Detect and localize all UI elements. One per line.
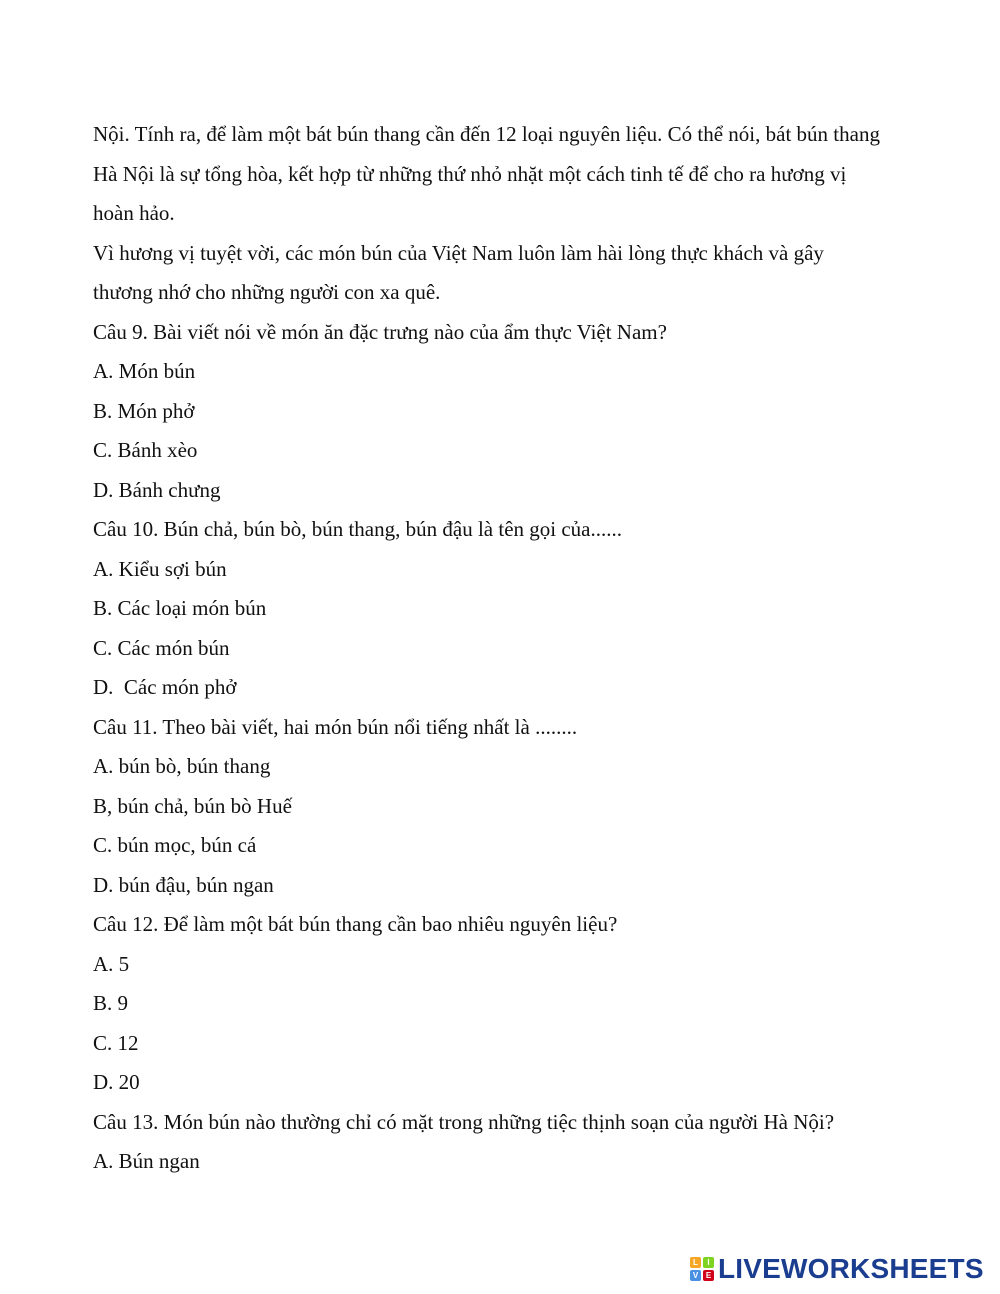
answer-option: A. Kiểu sợi bún	[93, 556, 227, 581]
answer-option: B, bún chả, bún bò Huế	[93, 793, 292, 818]
answer-option: C. Bánh xèo	[93, 438, 198, 462]
logo-tile: L	[690, 1257, 701, 1268]
answer-option: B. Các loại món bún	[93, 596, 267, 620]
liveworksheets-logo-icon	[690, 1257, 714, 1281]
question-9: Câu 9. Bài viết nói về món ăn đặc trưng nào của ẩm thực Việt Nam?	[93, 319, 667, 344]
document-page	[93, 115, 973, 1182]
question-13: Câu 13. Món bún nào thường chỉ có mặt trong những tiệc thịnh soạn của người Hà Nội?	[93, 1109, 835, 1134]
answer-option: C. 12	[93, 1030, 139, 1055]
answer-option: A. Bún ngan	[93, 1149, 200, 1173]
answer-option: D. 20	[93, 1070, 140, 1094]
answer-option: A. bún bò, bún thang	[93, 754, 271, 778]
question-10: Câu 10. Bún chả, bún bò, bún thang, bún đậu là tên gọi của......	[93, 517, 622, 541]
text-line: Hà Nội là sự tổng hòa, kết hợp từ những thứ nhỏ nhặt một cách tinh tế để cho ra hương vị	[93, 161, 847, 186]
answer-option: D. Các món phở	[93, 675, 237, 699]
watermark-text: LIVEWORKSHEETS	[718, 1253, 984, 1284]
logo-tile: V	[690, 1270, 701, 1281]
question-11: Câu 11. Theo bài viết, hai món bún nổi tiếng nhất là ........	[93, 714, 578, 739]
logo-tile: E	[703, 1270, 714, 1281]
text-line: Nội. Tính ra, để làm một bát bún thang cần đến 12 loại nguyên liệu. Có thể nói, bát bún thang	[93, 122, 880, 146]
text-line: Vì hương vị tuyệt vời, các món bún của Việt Nam luôn làm hài lòng thực khách và gây	[93, 240, 824, 265]
answer-option: C. Các món bún	[93, 635, 230, 660]
answer-option: C. bún mọc, bún cá	[93, 833, 257, 857]
answer-option: D. Bánh chưng	[93, 477, 221, 502]
liveworksheets-watermark	[690, 1252, 984, 1286]
answer-option: D. bún đậu, bún ngan	[93, 872, 274, 897]
question-12: Câu 12. Để làm một bát bún thang cần bao nhiêu nguyên liệu?	[93, 912, 618, 936]
text-line: hoàn hảo.	[93, 201, 175, 225]
answer-option: A. Món bún	[93, 359, 196, 383]
answer-option: B. Món phở	[93, 398, 195, 423]
answer-option: B. 9	[93, 991, 129, 1015]
answer-option: A. 5	[93, 951, 130, 976]
text-line: thương nhớ cho những người con xa quê.	[93, 280, 441, 304]
logo-tile: I	[703, 1257, 714, 1268]
